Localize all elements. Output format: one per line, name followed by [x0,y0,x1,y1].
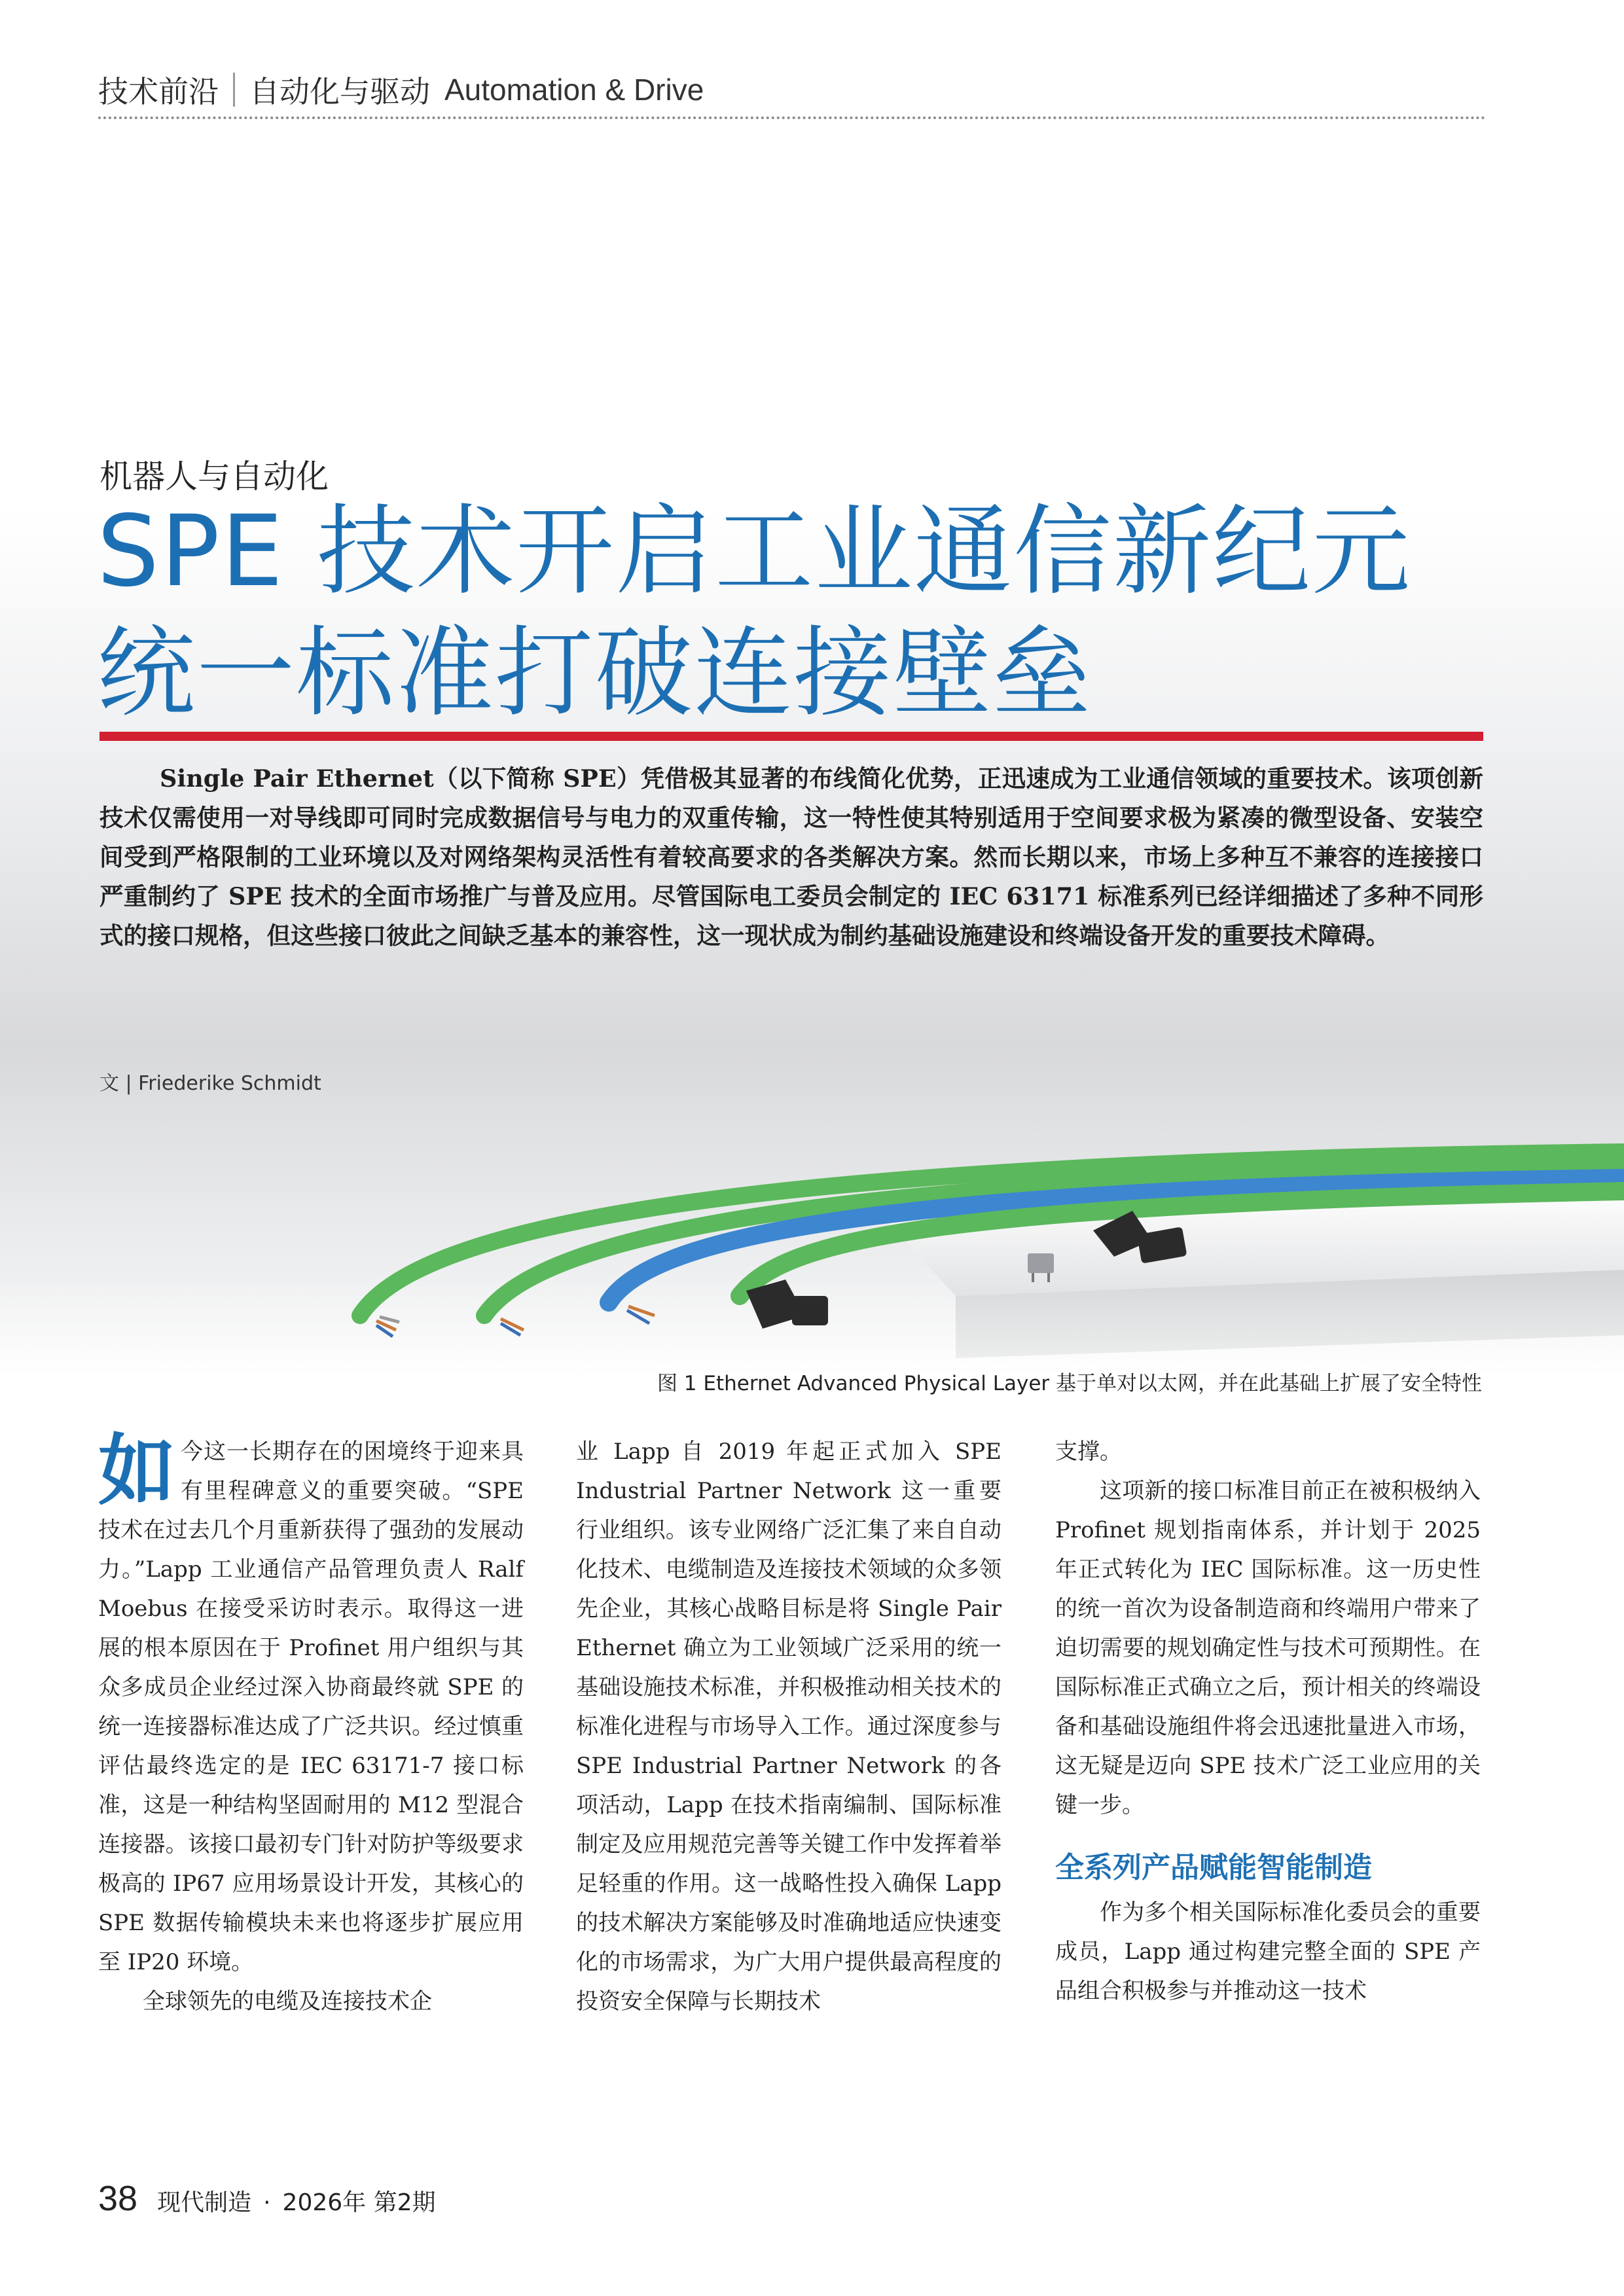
section-subhead: 全系列产品赋能智能制造 [1055,1851,1372,1884]
header-subsection: 自动化与驱动 [249,74,430,109]
cables-photo [288,1100,1624,1374]
magazine-name: 现代制造 [157,2189,252,2216]
header-rule [98,117,1486,119]
wire-ends-3 [627,1306,655,1323]
col2-paragraph-1: 业 Lapp 自 2019 年起正式加入 SPE Industrial Partner Network 这一重要行业组织。该专业网络广泛汇集了来自自动化技术、电缆制造及连接技术领域的众多领先企业，其核心战略目标是将 Single Pair Ethernet 确立为工业领域广泛采用的统一基础设施技术标准，并积极推动相关技术的标准化进程与市场导入工作。通过深度参与 SPE Industrial Partner Network 的各项活动，Lapp 在技术指南编制、国际标准制定及应用规范完善等关键工作中发挥着举足轻重的作用。这一战略性投入确保 Lapp 的技术解决方案能够及时准确地适应快速变化的市场需求，为广大用户提供最高程度的投资安全保障与长期技术 [576,1439,1001,2015]
title-rule [99,732,1483,741]
header-section: 技术前沿 [98,74,219,109]
page-footer [98,2178,436,2219]
article-category: 机器人与自动化 [99,457,329,495]
wire-ends-2 [501,1319,524,1335]
wire-ends-1 [376,1317,399,1336]
col3-paragraph-1: 支撑。 [1055,1439,1122,1465]
title-line-1: SPE 技术开启工业通信新纪元 [97,495,1412,609]
header-divider [233,73,235,107]
article-title [97,491,1411,734]
body-column-3 [1055,1432,1481,2011]
issue-label: 2026年 第2期 [282,2189,436,2216]
col1-paragraph-2: 全球领先的电缆及连接技术企 [143,1988,432,2015]
body-column-2 [576,1432,1001,2021]
body-column-1 [98,1425,524,2021]
col1-paragraph-1: 今这一长期存在的困境终于迎来具有里程碑意义的重要突破。“SPE 技术在过去几个月重新获得了强劲的发展动力。”Lapp 工业通信产品管理负责人 Ralf Moebus 在接受采访时表示。取得这一进展的根本原因在于 Profinet 用户组织与其众多成员企业经过深入协商最终就 SPE 的统一连接器标准达成了广泛共识。经过慎重评估最终选定的是 IEC 63171-7 接口标准，这是一种结构坚固耐用的 M12 型混合连接器。该接口最初专门针对防护等级要求极高的 IP67 应用场景设计开发，其核心的 SPE 数据传输模块未来也将逐步扩展应用至 IP20 环境。 [98,1439,524,1975]
footer-dot: · [263,2189,271,2216]
col3-paragraph-3: 作为多个相关国际标准化委员会的重要成员，Lapp 通过构建完整全面的 SPE 产品组合积极参与并推动这一技术 [1055,1899,1481,2004]
figure-caption: 图 1 Ethernet Advanced Physical Layer 基于单对以太网，并在此基础上扩展了安全特性 [657,1372,1482,1395]
article-lead: Single Pair Ethernet（以下简称 SPE）凭借极其显著的布线简化优势，正迅速成为工业通信领域的重要技术。该项创新技术仅需使用一对导线即可同时完成数据信号与电力的双重传输，这一特性使其特别适用于空间要求极为紧凑的微型设备、安装空间受到严格限制的工业环境以及对网络架构灵活性有着较高要求的各类解决方案。然而长期以来，市场上多种互不兼容的连接接口严重制约了 SPE 技术的全面市场推广与普及应用。尽管国际电工委员会制定的 IEC 63171 标准系列已经详细描述了多种不同形式的接口规格，但这些接口彼此之间缺乏基本的兼容性，这一现状成为制约基础设施建设和终端设备开发的重要技术障碍。 [99,764,1483,950]
drop-cap: 如 [98,1425,176,1516]
page-number: 38 [98,2179,138,2218]
col3-paragraph-2: 这项新的接口标准目前正在被积极纳入 Profinet 规划指南体系，并计划于 2025 年正式转化为 IEC 国际标准。这一历史性的统一首次为设备制造商和终端用户带来了迫切需要的规划确定性与技术可预期性。在国际标准正式确立之后，预计相关的终端设备和基础设施组件将会迅速批量进入市场，这无疑是迈向 SPE 技术广泛工业应用的关键一步。 [1055,1478,1481,1818]
article-byline: 文 | Friederike Schmidt [99,1072,321,1095]
title-line-2: 统一标准打破连接壁垒 [97,617,1092,730]
header-subsection-en: Automation & Drive [444,73,704,107]
running-header [98,67,704,113]
